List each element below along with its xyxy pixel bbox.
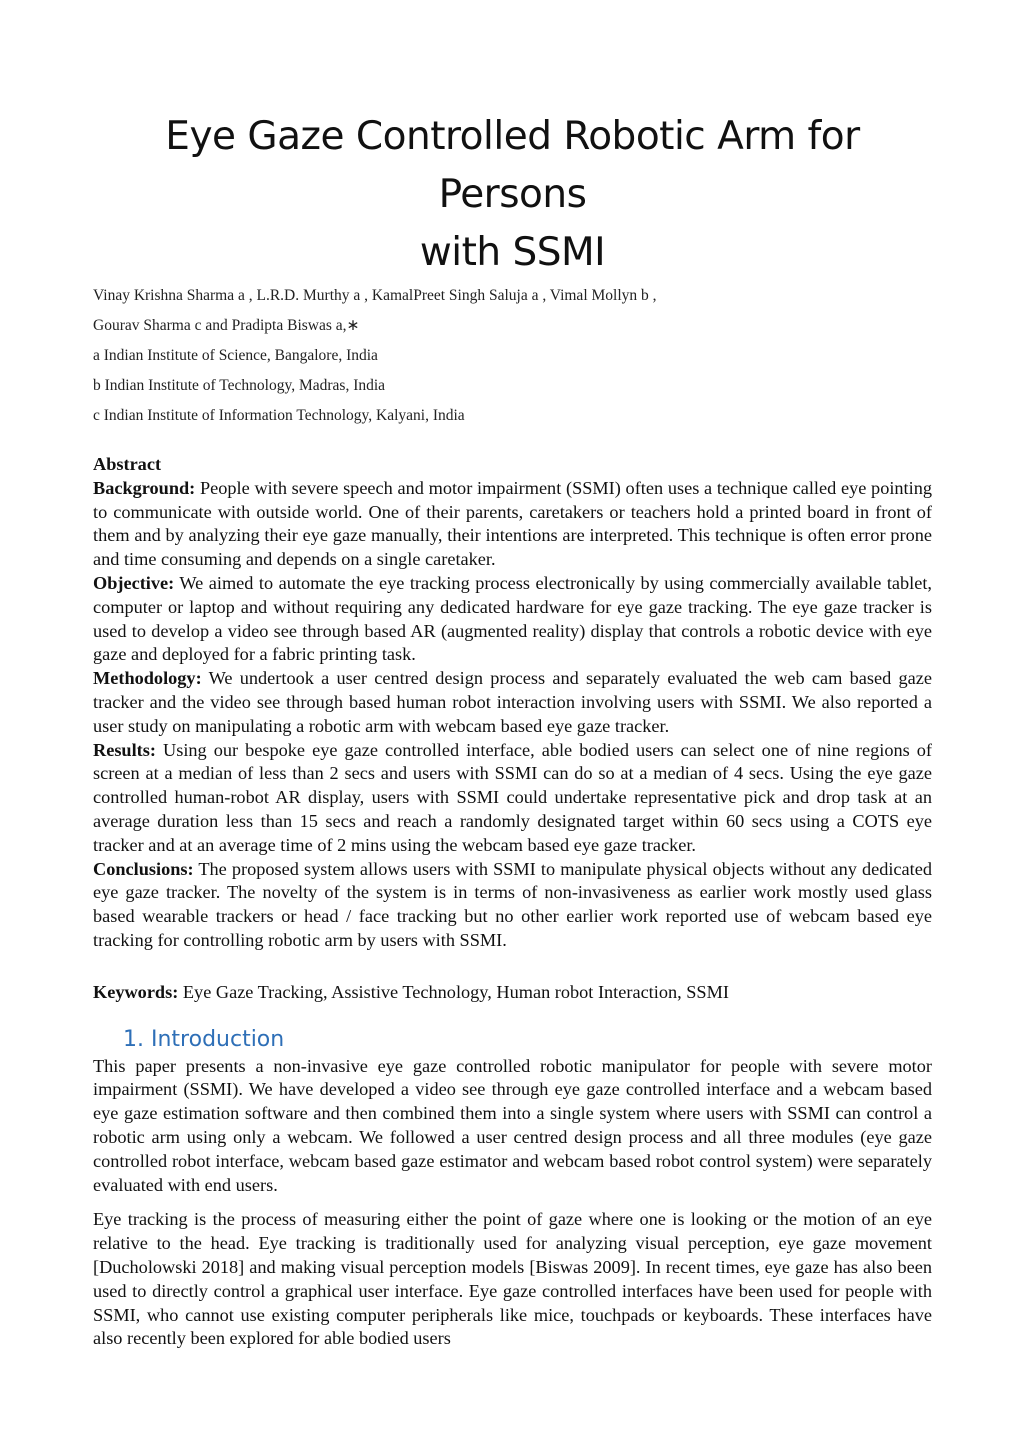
author-block bbox=[93, 286, 932, 426]
affiliation-c: c Indian Institute of Information Technology, Kalyani, India bbox=[93, 407, 465, 424]
methodology-label: Methodology: bbox=[93, 668, 202, 689]
keywords-label: Keywords: bbox=[93, 981, 179, 1002]
paper-page bbox=[93, 108, 932, 1351]
objective-text: We aimed to automate the eye tracking process electronically by using commercially available tablet, computer or laptop and without requiring any dedicated hardware for eye gaze tracking. The eye gaze tracker is used to develop a video see through based AR (augmented reality) display that controls a robotic device with eye gaze and deployed for a fabric printing task. bbox=[93, 572, 932, 665]
title-line-2: with SSMI bbox=[419, 230, 606, 275]
results-text: Using our bespoke eye gaze controlled interface, able bodied users can select one of nine regions of screen at a median of less than 2 secs and users with SSMI can do so at a median of 4 secs. Using the eye gaze controlled human-robot AR display, users with SSMI could undertake representative pick and drop task at an average duration less than 15 secs and reach a randomly designated target within 60 secs using a COTS eye tracker and at an average time of 2 mins using the webcam based eye gaze tracker. bbox=[93, 739, 932, 855]
abstract-objective bbox=[93, 572, 932, 667]
intro-paragraph-1: This paper presents a non-invasive eye gaze controlled robotic manipulator for people with severe motor impairment (SSMI). We have developed a video see through eye gaze controlled interface and a webcam based eye gaze estimation software and then combined them into a single system where users with SSMI can control a robotic arm using only a webcam. We followed a user centred design process and all three modules (eye gaze controlled robot interface, webcam based gaze estimator and webcam based robot control system) were separately evaluated with end users. bbox=[93, 1055, 932, 1195]
abstract-section bbox=[93, 453, 932, 953]
conclusions-text: The proposed system allows users with SSMI to manipulate physical objects without any dedicated eye gaze tracker. The novelty of the system is in terms of non-invasiveness as earlier work mostly used glass based wearable trackers or head / face tracking but no other earlier work reported use of webcam based eye tracking for controlling robotic arm by users with SSMI. bbox=[93, 858, 932, 950]
conclusions-label: Conclusions: bbox=[93, 858, 194, 879]
background-label: Background: bbox=[93, 477, 196, 498]
intro-paragraph-2: Eye tracking is the process of measuring either the point of gaze where one is looking or the motion of an eye relative to the head. Eye tracking is traditionally used for analyzing visual perception, eye gaze movement [Ducholowski 2018] and making visual perception models [Biswas 2009]. In recent times, eye gaze has also been used to directly control a graphical user interface. Eye gaze controlled interfaces have been used for people with SSMI, who cannot use existing computer peripherals like mice, touchpads or keyboards. These interfaces have also recently been explored for able bodied users bbox=[93, 1209, 932, 1349]
keywords-text: Eye Gaze Tracking, Assistive Technology, Human robot Interaction, SSMI bbox=[178, 981, 729, 1002]
abstract-heading: Abstract bbox=[93, 454, 162, 474]
affiliation-b: b Indian Institute of Technology, Madras, India bbox=[93, 377, 386, 394]
authors-line-1: Vinay Krishna Sharma a , L.R.D. Murthy a , KamalPreet Singh Saluja a , Vimal Mollyn b , bbox=[93, 287, 657, 304]
abstract-methodology bbox=[93, 667, 932, 738]
introduction-heading: 1. Introduction bbox=[123, 1026, 285, 1052]
paper-title bbox=[93, 108, 932, 282]
abstract-conclusions bbox=[93, 858, 932, 953]
title-line-1: Eye Gaze Controlled Robotic Arm for Persons bbox=[165, 114, 860, 217]
introduction-body bbox=[93, 1055, 932, 1352]
background-text: People with severe speech and motor impairment (SSMI) often uses a technique called eye pointing to communicate with outside world. One of their parents, caretakers or teachers hold a printed board in front of them and by analyzing their eye gaze manually, their intentions are interpreted. This technique is often error prone and time consuming and depends on a single caretaker. bbox=[93, 477, 932, 570]
authors-line-2: Gourav Sharma c and Pradipta Biswas a,∗ bbox=[93, 317, 360, 334]
affiliation-a: a Indian Institute of Science, Bangalore, India bbox=[93, 347, 378, 364]
keywords bbox=[93, 981, 932, 1005]
abstract-background bbox=[93, 477, 932, 572]
methodology-text: We undertook a user centred design process and separately evaluated the web cam based gaze tracker and the video see through based human robot interaction involving users with SSMI. We also reported a user study on manipulating a robotic arm with webcam based eye gaze tracker. bbox=[93, 668, 932, 736]
objective-label: Objective: bbox=[93, 572, 175, 593]
results-label: Results: bbox=[93, 739, 156, 760]
abstract-results bbox=[93, 739, 932, 858]
